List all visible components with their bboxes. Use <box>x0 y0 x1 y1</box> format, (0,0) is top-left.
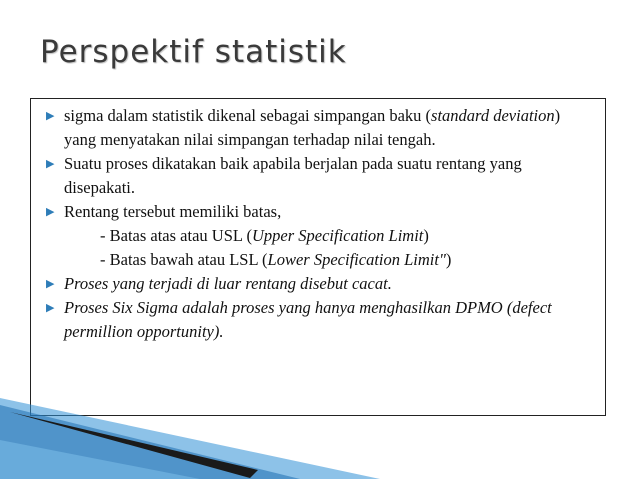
list-item <box>36 272 596 296</box>
item-text: ) yang menyatakan nilai simpangan terhadap nilai tengah. <box>64 106 561 149</box>
item-italic-text: Proses Six Sigma adalah proses yang hanya menghasilkan DPMO (defect permillion opportunity). <box>64 298 552 341</box>
list-item <box>36 200 596 224</box>
bullet-arrow-icon: ▶ <box>46 158 55 170</box>
bullet-arrow-icon: ▶ <box>46 302 55 314</box>
slide-title: Perspektif statistik <box>40 34 347 70</box>
list-item <box>36 296 596 344</box>
sub-item <box>36 224 596 248</box>
decoration-light-band <box>0 440 200 479</box>
item-italic-text: Lower Specification Limit" <box>267 250 446 269</box>
item-text: - Batas atas atau USL ( <box>100 226 252 245</box>
bullet-list <box>36 104 596 344</box>
item-text: Rentang tersebut memiliki batas, <box>64 202 282 221</box>
item-text: ) <box>445 250 452 269</box>
decoration-blue-band <box>0 405 300 479</box>
item-italic-text: Upper Specification Limit <box>251 226 424 245</box>
bullet-arrow-icon: ▶ <box>46 110 55 122</box>
item-text: sigma dalam statistik dikenal sebagai simpangan baku ( <box>64 106 432 125</box>
bullet-arrow-icon: ▶ <box>46 206 55 218</box>
item-text: - Batas bawah atau LSL ( <box>100 250 268 269</box>
decoration-dark-stripe <box>10 412 258 478</box>
list-item <box>36 104 596 152</box>
item-text: Suatu proses dikatakan baik apabila berjalan pada suatu rentang yang disepakati. <box>64 154 522 197</box>
bullet-arrow-icon: ▶ <box>46 278 55 290</box>
item-italic-text: standard deviation <box>431 106 555 125</box>
list-item <box>36 152 596 200</box>
item-text: ) <box>423 226 429 245</box>
sub-item <box>36 248 596 272</box>
item-italic-text: Proses yang terjadi di luar rentang disebut cacat. <box>64 274 392 293</box>
